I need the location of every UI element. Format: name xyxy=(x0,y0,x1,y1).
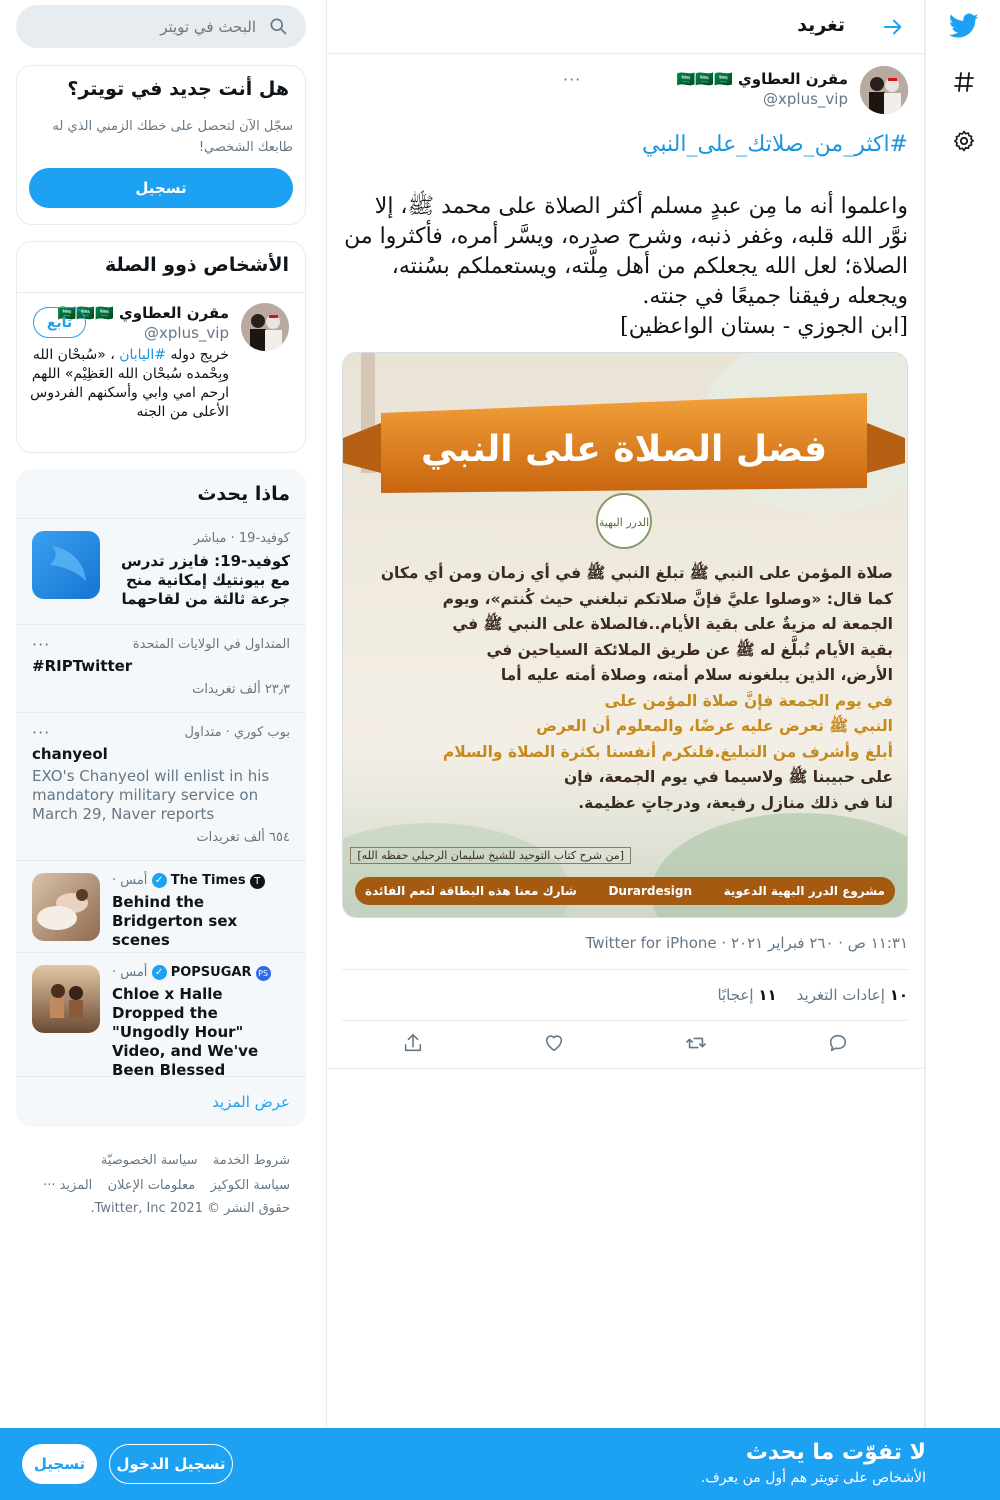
trend-title: chanyeol xyxy=(32,745,108,763)
tweet-author-handle[interactable]: @xplus_vip xyxy=(763,90,848,108)
news-source-name: POPSUGAR xyxy=(170,965,252,980)
main-column xyxy=(326,0,925,1428)
image-line: لنا في ذلك منازل رفيعة، ودرجاتٍ عظيمة. xyxy=(578,793,893,812)
tweet-author-name[interactable]: مقرن العطاوي 🇸🇦🇸🇦🇸🇦 xyxy=(676,70,848,88)
settings-gear-icon[interactable] xyxy=(944,121,984,161)
whats-happening-title: ماذا يحدث xyxy=(197,483,290,505)
image-line: في يوم الجمعة فإنَّ صلاة المؤمن على xyxy=(604,691,893,710)
bio-text: خريج دوله xyxy=(166,347,229,363)
image-footer-bar xyxy=(355,877,895,905)
trend-item-riptwitter[interactable] xyxy=(16,624,306,712)
likes-stat[interactable] xyxy=(717,986,776,1004)
search-box[interactable] xyxy=(16,5,306,48)
image-line: أبلغ وأشرف من التبليغ.فلنكرم أنفسنا بكثرة الصلاة والسلام xyxy=(442,742,893,761)
search-icon xyxy=(268,16,288,36)
signup-button[interactable]: تسجيل xyxy=(29,168,293,208)
show-more-link[interactable]: عرض المزيد xyxy=(212,1093,290,1111)
back-arrow-icon[interactable] xyxy=(880,14,906,40)
new-to-twitter-card xyxy=(16,65,306,225)
news-item-popsugar[interactable] xyxy=(16,952,306,1079)
bottom-bar-subtitle: الأشخاص على تويتر هم أول من يعرف. xyxy=(700,1470,926,1486)
bio-hashtag-link[interactable]: #اليابان xyxy=(119,347,167,363)
tweet-hashtag[interactable]: #اكثر_من_صلاتك_على_النبي xyxy=(642,132,908,157)
person-bio xyxy=(29,346,229,422)
explore-hashtag-icon[interactable] xyxy=(944,62,984,102)
new-to-twitter-title: هل أنت جديد في تويتر؟ xyxy=(67,78,289,100)
footer-privacy-link[interactable]: سياسة الخصوصيّة xyxy=(100,1153,198,1168)
image-banner-title: فضل الصلاة على النبي xyxy=(420,429,828,470)
covid-thumbnail xyxy=(32,531,100,599)
trend-context: بوب كوري · متداول xyxy=(184,725,290,740)
relevant-people-title: الأشخاص ذوو الصلة xyxy=(105,254,289,276)
footer-cookies-link[interactable]: سياسة الكوكيز xyxy=(210,1178,290,1193)
author-avatar[interactable] xyxy=(860,66,908,114)
news-source xyxy=(112,873,265,889)
popsugar-logo-icon: PS xyxy=(256,966,271,981)
news-time: · أمس xyxy=(112,873,148,888)
news-time: · أمس xyxy=(112,965,148,980)
image-line: صلاة المؤمن على النبي ﷺ تبلغ النبي ﷺ في أي زمان ومن أي مكان xyxy=(380,564,893,582)
twitter-logo-icon[interactable] xyxy=(944,6,984,46)
retweets-stat[interactable] xyxy=(797,986,908,1004)
image-body-text xyxy=(355,561,893,816)
image-footer-project: مشروع الدرر البهية الدعوية xyxy=(723,884,885,898)
trend-count: ٢٣٫٣ ألف تغريدات xyxy=(192,682,290,697)
likes-count: ١١ xyxy=(758,986,777,1004)
follow-button[interactable]: تابع xyxy=(33,307,86,338)
news-title: Chloe x Halle Dropped the "Ungodly Hour" Video, and We've Been Blessed xyxy=(112,985,259,1079)
share-icon[interactable] xyxy=(402,1032,424,1058)
new-to-twitter-body: سجّل الآن لتحصل على خطك الزمني الذي له طابعك الشخصي! xyxy=(52,119,293,155)
login-button[interactable]: تسجيل الدخول xyxy=(109,1444,233,1484)
image-logo-text: الدرر البهية xyxy=(598,516,650,529)
trend-item-chanyeol[interactable] xyxy=(16,712,306,860)
person-handle[interactable]: @xplus_vip xyxy=(144,324,229,342)
trend-title: كوفيد-19: فايزر تدرس مع بيونتيك إمكانية منح جرعة ثالثة من لقاحهما xyxy=(121,552,290,608)
trend-item-covid[interactable] xyxy=(16,518,306,624)
divider xyxy=(17,292,305,293)
image-line: النبي ﷺ تعرض عليه عرضًا، والمعلوم أن العرض xyxy=(536,717,893,735)
whats-happening-card xyxy=(16,469,306,1127)
trend-description: EXO's Chanyeol will enlist in his mandatory military service on March 29, Naver reports xyxy=(32,767,270,823)
footer-copyright: حقوق النشر © 2021 Twitter, Inc. xyxy=(90,1201,290,1216)
person-name[interactable]: مقرن العطاوي 🇸🇦🇸🇦🇸🇦 xyxy=(57,304,229,322)
retweets-label: إعادات التغريد xyxy=(796,986,885,1004)
image-line: بقية الأيام تُبلَّغ له ﷺ عن طريق الملائكة السياحين في xyxy=(486,640,893,659)
tweet-body: واعلموا أنه ما مِن عبدٍ مسلم أكثر الصلاة على محمد ﷺ، إلا نوَّر الله قلبه، وغفر ذنبه، وشرح صدره، ويسَّر أمره، فأكثروا من الصلاة؛ لعل الله يجعلكم من أهل مِلَّته، ويستعملكم بسُنته، ويجعله رفيقنا جميعًا في جنته. [ابن الجوزي - بستان الواعظين] xyxy=(344,194,908,339)
tweet-actions xyxy=(342,1022,908,1068)
person-avatar[interactable] xyxy=(241,303,289,351)
relevant-people-card xyxy=(16,241,306,453)
image-footer-brand: Durardesign xyxy=(608,884,692,898)
image-line: الأرض، الذين يبلغونه سلام أمته، وصلاة أمته عليه أما xyxy=(500,666,893,684)
search-input[interactable] xyxy=(36,13,256,41)
bottom-signup-button[interactable]: تسجيل xyxy=(22,1444,97,1484)
news-source-name: The Times xyxy=(170,873,246,888)
like-heart-icon[interactable] xyxy=(543,1032,565,1058)
verified-badge-icon: ✓ xyxy=(152,873,167,888)
image-source-text: [من شرح كتاب التوحيد للشيخ سليمان الرحيلي حفظه الله] xyxy=(350,847,631,864)
tweet-timestamp[interactable]: ١١:٣١ ص · ٢٦٠ فبراير ٢٠٢١ · Twitter for iPhone xyxy=(585,934,908,952)
trend-count: ٦٥٤ ألف تغريدات xyxy=(196,830,290,845)
bio-text: ، «سُبحْان الله وبِحْمده سُبحْان الله العَظِيْم» اللهم ارحم امي وابي وأسكنهم الفردوس الأعلى من الجنه xyxy=(30,347,229,420)
news-title: Behind the Bridgerton sex scenes xyxy=(112,893,238,949)
retweets-count: ١٠ xyxy=(889,986,908,1004)
tweet-more-icon[interactable]: ··· xyxy=(563,70,582,89)
bottom-signup-bar xyxy=(0,1428,1000,1500)
trend-more-icon[interactable]: ··· xyxy=(32,635,51,654)
news-item-the-times[interactable] xyxy=(16,860,306,952)
footer-more-link[interactable]: المزيد ··· xyxy=(43,1178,93,1193)
footer-terms-link[interactable]: شروط الخدمة xyxy=(212,1153,290,1168)
tweet-image[interactable] xyxy=(342,352,908,918)
news-thumbnail xyxy=(32,965,100,1033)
page-header xyxy=(326,0,924,54)
page-title: تغريد xyxy=(797,14,845,36)
image-line: الجمعة له مزيةٌ على بقية الأيام..فالصلاة على النبي ﷺ في xyxy=(452,615,893,633)
side-nav xyxy=(925,0,1000,1500)
news-source xyxy=(112,965,271,981)
retweet-icon[interactable] xyxy=(684,1032,708,1058)
trend-context: المتداول في الولايات المتحدة xyxy=(132,637,290,652)
show-more-row[interactable] xyxy=(16,1076,306,1127)
bottom-bar-title: لا تفوّت ما يحدث xyxy=(745,1440,926,1465)
divider xyxy=(326,1068,924,1069)
footer-ads-link[interactable]: معلومات الإعلان xyxy=(107,1178,196,1193)
image-footer-share: شارك معنا هذه البطاقة لتعم الفائدة xyxy=(365,884,577,898)
footer-links xyxy=(16,1147,290,1220)
news-thumbnail xyxy=(32,873,100,941)
verified-badge-icon: ✓ xyxy=(152,965,167,980)
image-line: على حبيبنا ﷺ ولاسيما في يوم الجمعة، فإن xyxy=(563,768,893,786)
reply-icon[interactable] xyxy=(827,1032,849,1058)
image-line: كما قال: «وصلوا عليَّ فإنَّ صلاتكم تبلغني حيث كُنتم»، ويوم xyxy=(442,589,893,608)
likes-label: إعجابًا xyxy=(717,986,754,1004)
tweet-stats xyxy=(342,969,908,1021)
trend-context: كوفيد-19 · مباشر xyxy=(193,531,290,546)
trend-more-icon[interactable]: ··· xyxy=(32,723,51,742)
the-times-logo-icon: T xyxy=(250,874,265,889)
trend-title: #RIPTwitter xyxy=(32,657,133,675)
